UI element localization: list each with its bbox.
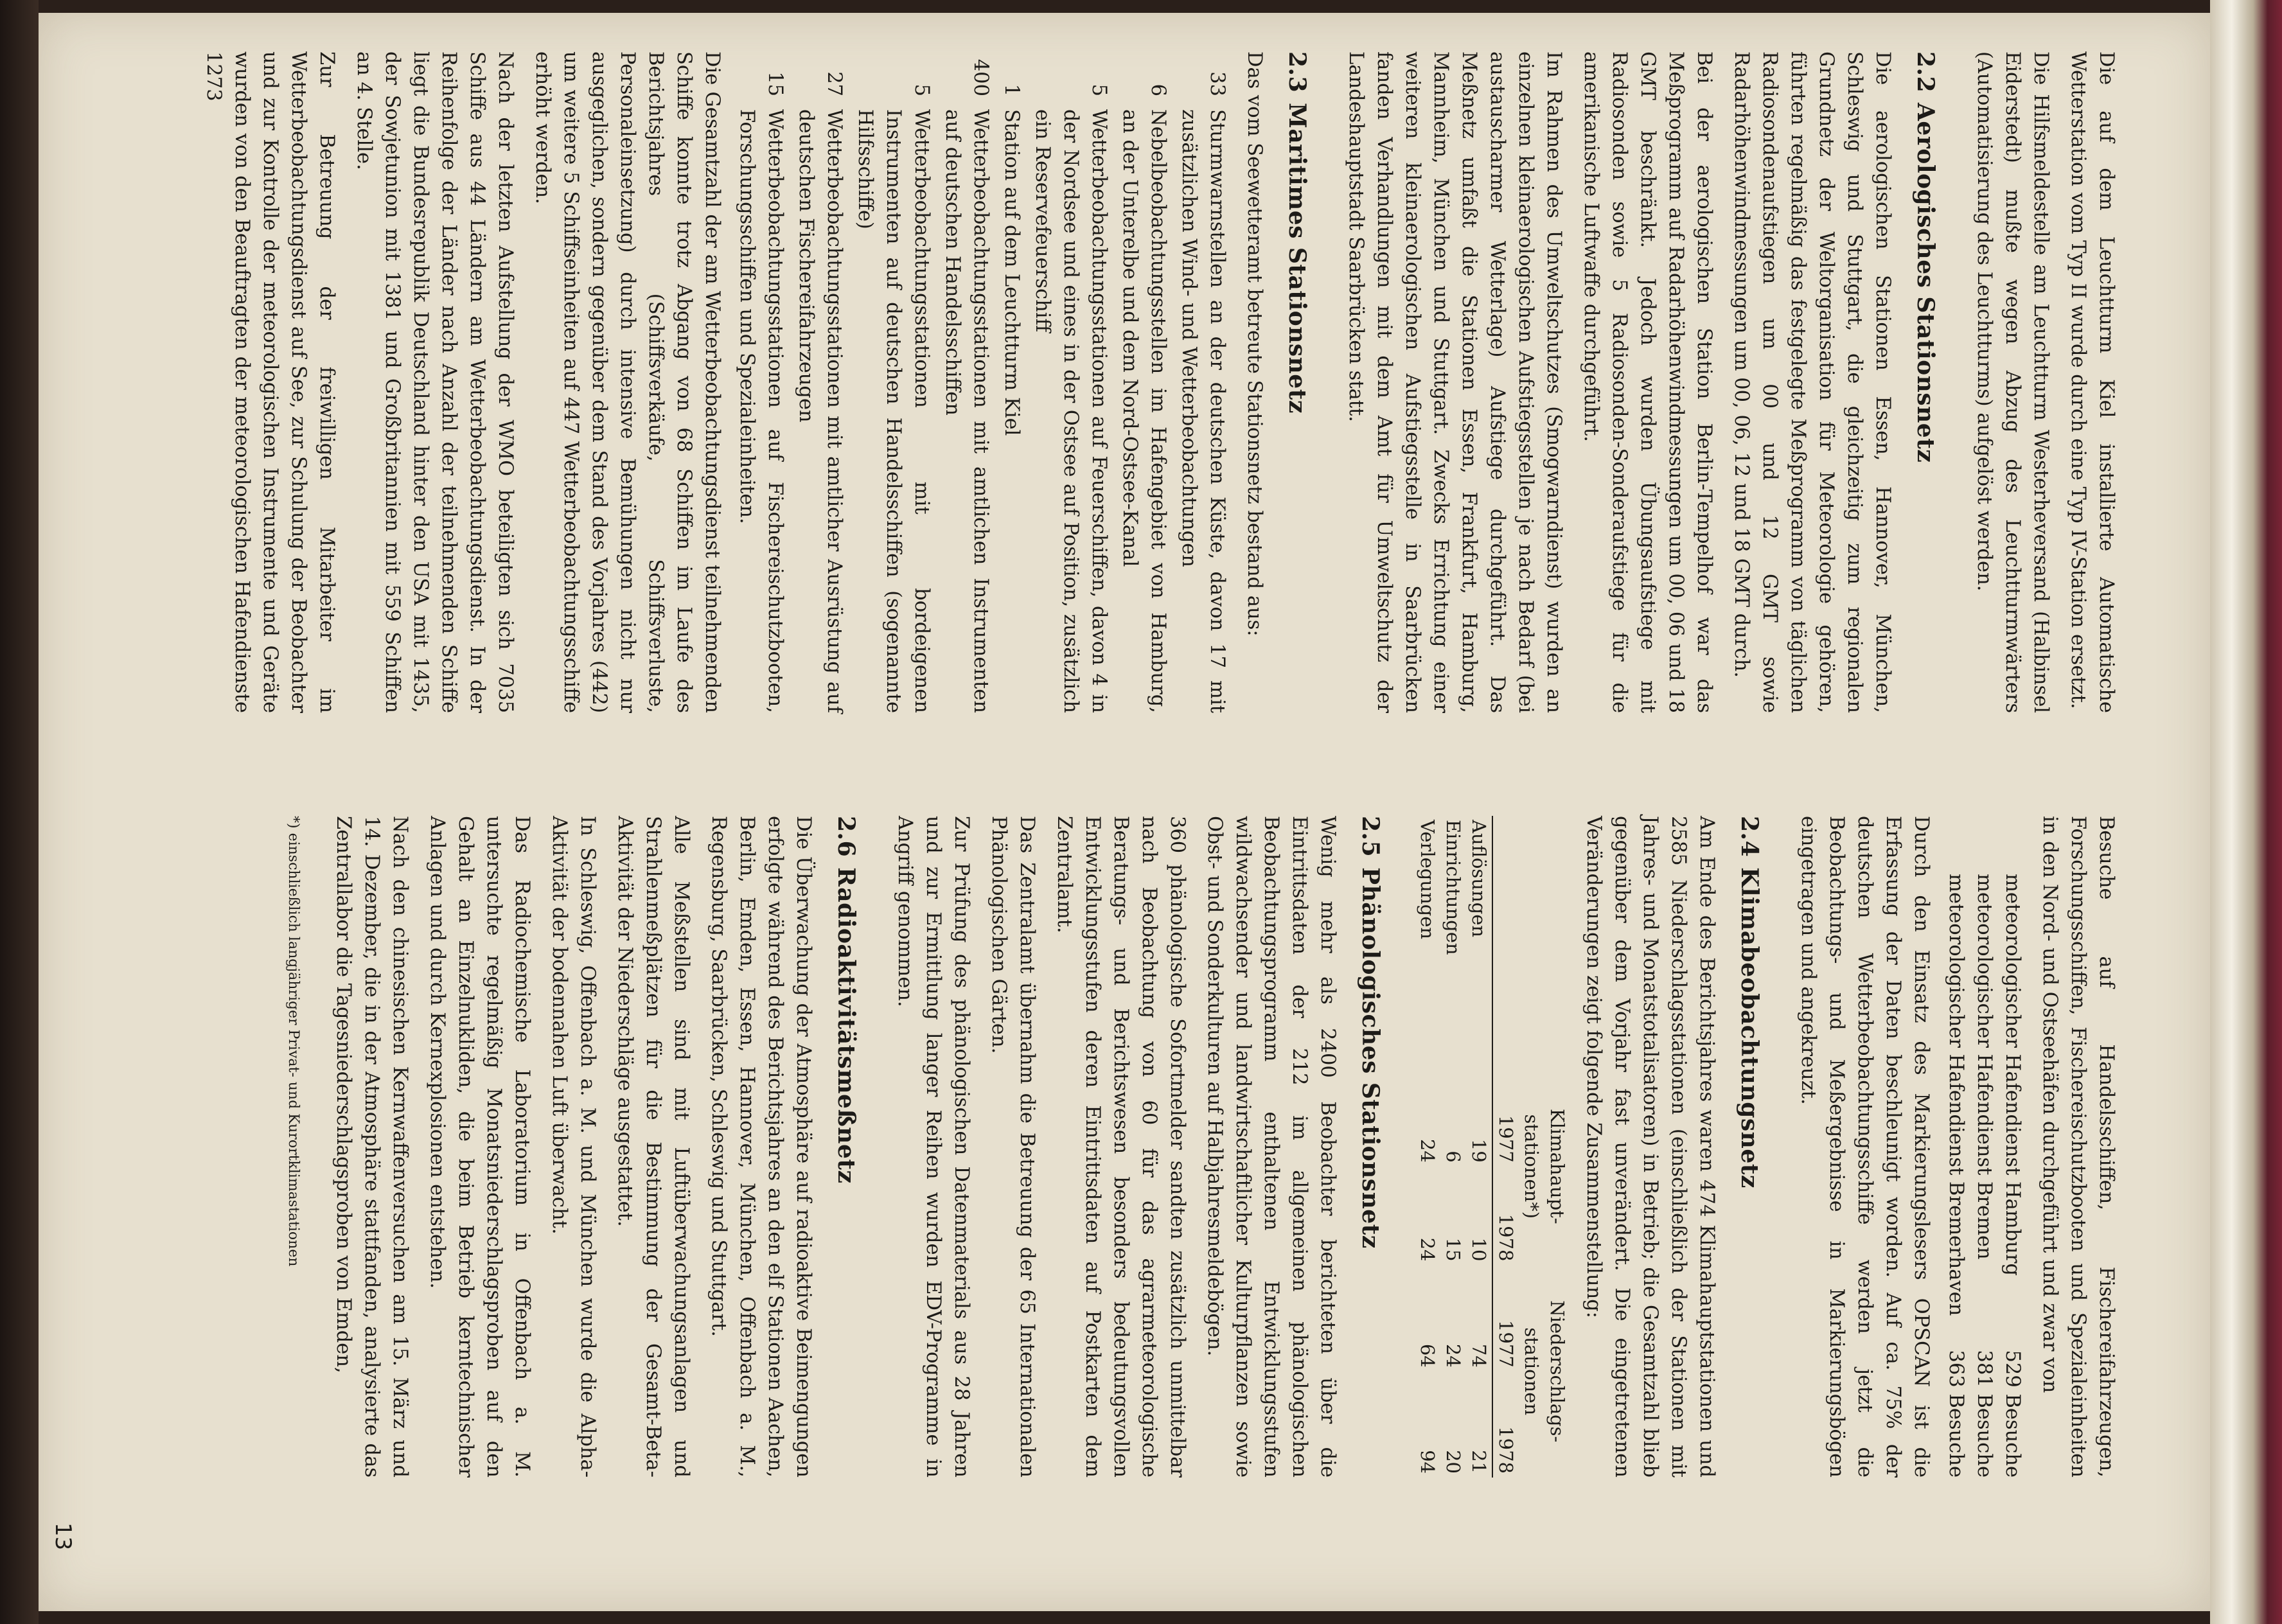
paragraph: Die auf dem Leuchtturm Kiel installierte Automatische Wetterstation vom Typ II wurde durch eine Typ IV-Station ersetzt. bbox=[2067, 51, 2118, 713]
list-item: 6 Nebelbeobachtungsstellen im Hafengebiet von Hamburg, an der Unterelbe und dem Nord-Ostsee-Kanal bbox=[1119, 84, 1169, 713]
list-item: meteorologischer Hafendienst Hamburg 529 Besuche bbox=[2001, 874, 2024, 1478]
klima-changes-table bbox=[1415, 816, 1570, 1478]
paragraph: Die aerologischen Stationen Essen, Hannover, München, Schleswig und Stuttgart, die gleichzeitig zum regionalen Grundnetz der Weltorganisation für Meteorologie gehören, führten regelmäßig das festgelegte Meßprogramm von täglichen Radiosondenaufstiegen um 00 und 12 GMT sowie Radarhöhenwindmessungen um 00, 06, 12 und 18 GMT durch. bbox=[1730, 51, 1894, 713]
table-header: 1978 bbox=[1492, 1372, 1519, 1478]
right-column bbox=[283, 816, 2120, 1478]
table-header: 1977 bbox=[1492, 1266, 1519, 1372]
list-item: 33 Sturmwarnstellen an der deutschen Küste, davon 17 mit zusätzlichen Wind- und Wetterbeobachtungen bbox=[1178, 71, 1228, 713]
paragraph: Bei der aerologischen Station Berlin-Tempelhof war das Meßprogramm auf Radarhöhenwindmessungen um 00, 06 und 18 GMT beschränkt. Jedoch wurden Übungsaufstiege mit Radiosonden sowie 5 Radiosonden-Sonderaufstiege für die amerikanische Luftwaffe durchgeführt. bbox=[1580, 51, 1715, 713]
paragraph: Nach der letzten Aufstellung der WMO beteiligten sich 7035 Schiffe aus 44 Ländern am Wetterbeobachtungsdienst. In der Reihenfolge der Länder nach Anzahl der teilnehmenden Schiffe liegt die Bundesrepublik Deutschland hinter den USA mit 1435, der Sowjetunion mit 1381 und Großbritannien mit 559 Schiffen an 4. Stelle. bbox=[353, 51, 517, 713]
paragraph: Zur Prüfung des phänologischen Datenmaterials aus 28 Jahren und zur Ermittlung langer Reihen wurden EDV-Programme in Angriff genommen. bbox=[894, 816, 973, 1478]
paragraph: Wenig mehr als 2400 Beobachter berichteten über die Eintrittsdaten der 212 im allgemeinen phänologischen Beobachtungsprogramm enthaltenen Entwicklungsstufen wildwachsender und landwirtschaftlicher Kulturpflanzen sowie Obst- und Sonderkulturen auf Halbjahresmeldebögen. bbox=[1203, 816, 1339, 1478]
section-heading-2-3: 2.3Maritimes Stationsnetz bbox=[1284, 51, 1311, 414]
paragraph: Das Zentralamt übernahm die Betreuung der 65 Internationalen Phänologischen Gärten. bbox=[987, 816, 1038, 1478]
table-row: Verlegungen 24 24 64 94 bbox=[1417, 820, 1438, 1474]
paragraph: Das Radiochemische Laboratorium in Offenbach a. M. untersuchte regelmäßig Monatsniederschlagsproben auf den Gehalt an Einzelnukliden, die beim Betrieb kerntechnischer Anlagen und durch Kernexplosionen entstehen. bbox=[426, 816, 533, 1478]
left-column bbox=[190, 51, 2120, 713]
table-row: Auflösungen 19 10 74 21 bbox=[1468, 820, 1490, 1474]
list-item: 400 Wetterbeobachtungsstationen mit amtlichen Instrumenten auf deutschen Handelsschiffen bbox=[941, 58, 992, 713]
paragraph: Das vom Seewetteramt betreute Stationsnetz bestand aus: bbox=[1243, 51, 1266, 637]
paragraph: Alle Meßstellen sind mit Luftüberwachungsanlagen und Strahlenmeßplätzen für die Bestimmung der Gesamt-Beta-Aktivität der Niederschläge ausgestattet. bbox=[614, 816, 693, 1478]
page-gutter bbox=[2210, 0, 2282, 1624]
table-header: Klimahaupt-stationen*) bbox=[1521, 1108, 1568, 1224]
rotated-page-content bbox=[0, 51, 2120, 1593]
station-list bbox=[732, 51, 1231, 713]
paragraph: Nach den chinesischen Kernwaffenversuchen am 15. März und 14. Dezember, die in der Atmosphäre stattfanden, analysierte das Zentrallabor die Tagesniederschlagsproben von Emden, bbox=[332, 816, 411, 1478]
list-item: 15 Wetterbeobachtungsstationen auf Fischereischutzbooten, Forschungsschiffen und Spezialeinheiten. bbox=[736, 71, 786, 713]
paragraph: Die Hilfsmeldestelle am Leuchtturm Westerheversand (Halbinsel Eiderstedt) mußte wegen Abzug des Leuchtturmwärters (Automatisierung des Leuchtturms) aufgelöst werden. bbox=[1973, 51, 2052, 713]
list-item: 1 Station auf dem Leuchtturm Kiel bbox=[1000, 84, 1023, 436]
paragraph: 360 phänologische Sofortmelder sandten zusätzlich unmittelbar nach Beobachtung von 60 für das agrarmeteorologische Beratungs- und Berichtswesen besonders bedeutungsvollen Entwicklungsstufen deren Eintrittsdaten auf Postkarten dem Zentralamt. bbox=[1053, 816, 1189, 1478]
section-heading-2-4: 2.4Klimabeobachtungsnetz bbox=[1736, 816, 1763, 1188]
list-item: meteorologischer Hafendienst Bremen 381 Besuche bbox=[1973, 874, 1995, 1478]
table-header: 1977 bbox=[1492, 1068, 1519, 1167]
footnote: *) einschließlich langjähriger Privat- und Kurortklimastationen bbox=[285, 816, 301, 1267]
list-item: 5 Wetterbeobachtungsstationen mit bordeigenen Instrumenten auf deutschen Handelsschiffen (sogenannte Hilfsschiffe) bbox=[854, 84, 933, 713]
paragraph: In Schleswig, Offenbach a. M. und München wurde die Alpha-Aktivität der bodennahen Luft überwacht. bbox=[548, 816, 599, 1478]
page-number: 13 bbox=[50, 1522, 76, 1551]
list-item: 27 Wetterbeobachtungsstationen mit amtlicher Ausrüstung auf deutschen Fischereifahrzeugen bbox=[795, 71, 845, 713]
section-heading-2-2: 2.2Aerologisches Stationsnetz bbox=[1912, 51, 1939, 463]
paragraph: Die Überwachung der Atmosphäre auf radioaktive Beimengungen erfolgte während des Berichtsjahres an den elf Stationen Aachen, Berlin, Emden, Essen, Hannover, München, Offenbach a. M., Regensburg, Saarbrücken, Schleswig und Stuttgart. bbox=[707, 816, 815, 1478]
paragraph: Durch den Einsatz des Markierungslesers OPSCAN ist die Erfassung der Daten beschleunigt worden. Auf ca. 75% der deutschen Wetterbeobachtungsschiffe werden jetzt die Beobachtungs- und Meßergebnisse in Markierungsbögen eingetragen und angekreuzt. bbox=[1797, 816, 1933, 1478]
paragraph: Zur Betreuung der freiwilligen Mitarbeiter im Wetterbeobachtungsdienst auf See, zur Schulung der Beobachter und zur Kontrolle der meteorologischen Instrumente und Geräte wurden von den Beauftragten der meteorologischen Hafendienste 1273 bbox=[202, 51, 338, 713]
harbour-visits-list bbox=[1941, 816, 2026, 1478]
paragraph: Im Rahmen des Umweltschutzes (Smogwarndienst) wurden an einzelnen kleinaerologischen Aufstiegsstellen je nach Bedarf (bei austauscharmer Wetterlage) Aufstiege durchgeführt. Das Meßnetz umfaßt die Stationen Essen, Frankfurt, Hamburg, Mannheim, München und Stuttgart. Zwecks Errichtung einer weiteren kleinaerologischen Aufstiegsstelle in Saarbrücken fanden Verhandlungen mit dem Amt für Umweltschutz der Landeshauptstadt Saarbrücken statt. bbox=[1345, 51, 1565, 713]
table-row: Einrichtungen 6 15 24 20 bbox=[1442, 820, 1464, 1474]
paragraph: Besuche auf Handelsschiffen, Fischereifahrzeugen, Forschungsschiffen, Fischereischutzbooten und Spezialeinheiten in den Nord- und Ostseehäfen durchgeführt und zwar von bbox=[2039, 816, 2118, 1478]
list-item: 5 Wetterbeobachtungsstationen auf Feuerschiffen, davon 4 in der Nordsee und eines in der Ostsee auf Position, zusätzlich ein Reservefeuerschiff bbox=[1031, 84, 1110, 713]
table-header: Niederschlags-stationen bbox=[1521, 1300, 1568, 1443]
table-header: 1978 bbox=[1492, 1167, 1519, 1266]
paragraph: Am Ende des Berichtsjahres waren 474 Klimahauptstationen und 2585 Niederschlagsstationen (einschließlich der Stationen mit Jahres- und Monatstotalisatoren) in Betrieb; die Gesamtzahl blieb gegenüber dem Vorjahr fast unverändert. Die eingetretenen Veränderungen zeigt folgende Zusammenstellung: bbox=[1582, 816, 1718, 1478]
paragraph: Die Gesamtzahl der am Wetterbeobachtungsdienst teilnehmenden Schiffe konnte trotz Abgang von 68 Schiffen im Laufe des Berichtsjahres (Schiffsverkäufe, Schiffsverluste, Personaleinsetzung) durch intensive Bemühungen nicht nur ausgeglichen, sondern gegenüber dem Stand des Vorjahres (442) um weitere 5 Schiffseinheiten auf 447 Wetterbeobachtungsschiffe erhöht werden. bbox=[531, 51, 723, 713]
section-heading-2-6: 2.6Radioaktivitätsmeßnetz bbox=[833, 816, 860, 1184]
list-item: meteorologischer Hafendienst Bremerhaven 363 Besuche bbox=[1945, 874, 1967, 1478]
section-heading-2-5: 2.5Phänologisches Stationsnetz bbox=[1357, 816, 1384, 1249]
